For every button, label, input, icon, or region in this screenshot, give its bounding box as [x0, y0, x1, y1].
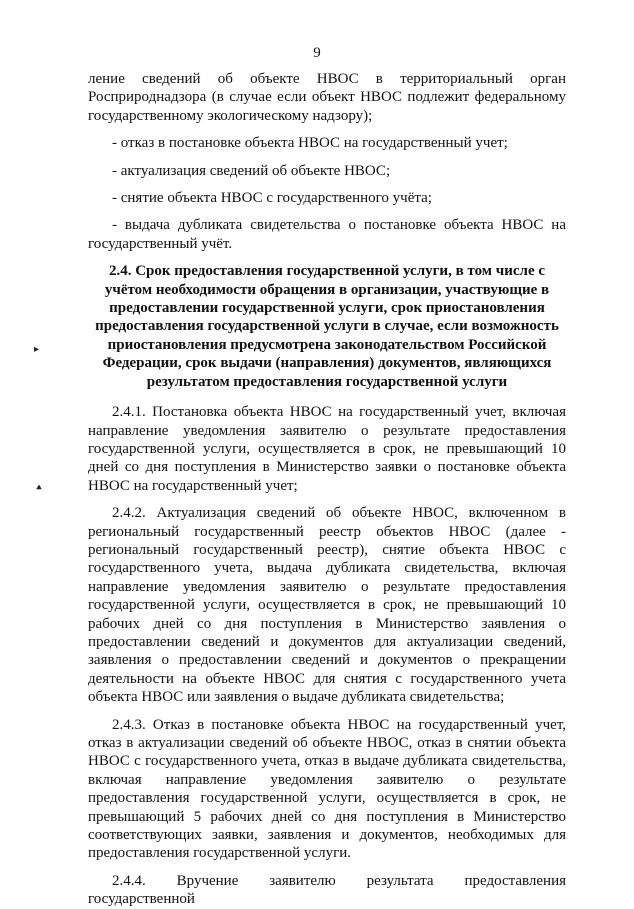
paragraph-2-4-4: 2.4.4. Вручение заявителю результата предоставления государственной — [88, 872, 566, 908]
section-heading: 2.4. Срок предоставления государственной услуги, в том числе с учётом необходимости обращения в организации, участвующие в предоставлении государственной услуги, срок приостановления предоставления государственной услуги в случае, если возможность приостановления предусмотрена законодательством Российской Федерации, срок выдачи (направления) документов, являющихся результатом предоставления государственной услуги — [95, 263, 559, 390]
margin-mark-tick: ⯅ — [35, 483, 43, 494]
paragraph-2-4-3: 2.4.3. Отказ в постановке объекта НВОС на государственный учет, отказ в актуализации сведений об объекте НВОС, отказ в снятии объекта НВОС с государственного учета, отказ в выдаче дубликата свидетельства, включая направление уведомления заявителю о результате предоставления государственной услуги, осуществляется в срок, не превышающий 5 рабочих дней со дня поступления в Министерство соответствующих заявки, заявления и документов, необходимых для предоставления государственной услуги. — [88, 716, 566, 862]
list-item: - отказ в постановке объекта НВОС на государственный учет; — [112, 135, 508, 152]
paragraph-continuation: ление сведений об объекте НВОС в территориальный орган Росприроднадзора (в случае если объект НВОС подлежит федеральному государственному экологическому надзору); — [88, 71, 566, 124]
list-item: - выдача дубликата свидетельства о постановке объекта НВОС на государственный учёт. — [88, 217, 566, 252]
list-item: - актуализация сведений об объекте НВОС; — [112, 162, 391, 179]
margin-mark-arrow: ▸ — [34, 344, 40, 355]
paragraph-2-4-1: 2.4.1. Постановка объекта НВОС на государственный учет, включая направление уведомления заявителю о результате предоставления государственной услуги, осуществляется в срок, не превышающий 10 дней со дня поступления в Министерство заявки о постановке объекта НВОС на государственный учет; — [88, 404, 566, 494]
list-item: - снятие объекта НВОС с государственного учёта; — [112, 190, 432, 207]
document-body — [88, 70, 566, 909]
paragraph-2-4-2: 2.4.2. Актуализация сведений об объекте НВОС, включенном в региональный государственный реестр объектов НВОС (далее - региональный государственный реестр), снятие объекта НВОС с государственного учета, выдача дубликата свидетельства, включая направление уведомления заявителю о результате предоставления государственной услуги, осуществляется в срок, не превышающий 10 рабочих дней со дня поступления в Министерство заявления о предоставлении сведений и документов для актуализации сведений, заявления о предоставлении сведений и документов о прекращении деятельности на объекте НВОС для снятия с государственного учета объекта НВОС или заявления о выдаче дубликата свидетельства; — [88, 505, 566, 706]
page-number: 9 — [313, 45, 321, 61]
